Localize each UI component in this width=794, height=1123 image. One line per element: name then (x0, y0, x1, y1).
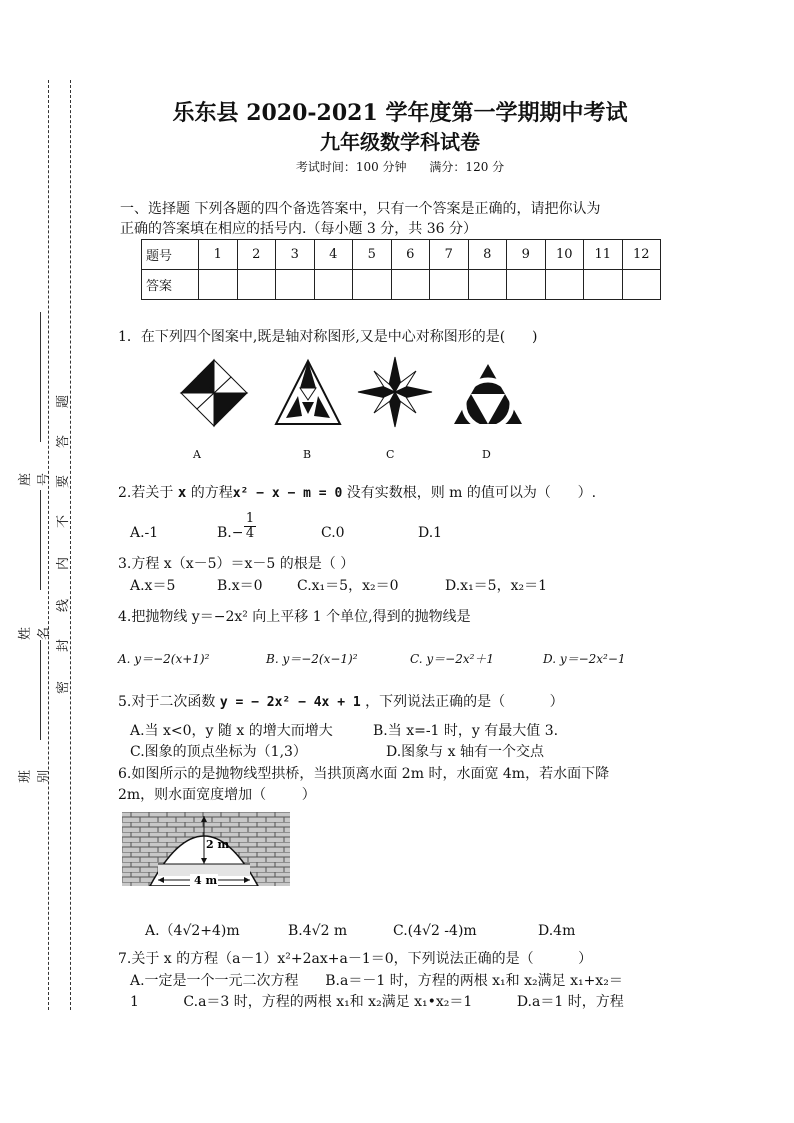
table-answer-label: 答案 (142, 270, 199, 300)
q5-stem (118, 693, 564, 712)
answer-cell[interactable] (507, 270, 546, 300)
q7-line1: 7.关于 x 的方程（a－1）x²+2ax+a－1＝0，下列说法正确的是（ ） (118, 951, 593, 967)
triangles-figure-d (449, 362, 527, 430)
q2-option-a: A.-1 (130, 525, 159, 541)
page-subtitle: 九年级数学科试卷 (320, 130, 480, 154)
seal-char: 要 (56, 474, 72, 489)
q5-option-c: C.图象的顶点坐标为（1,3） (130, 744, 307, 760)
answer-cell[interactable] (199, 270, 238, 300)
q7-line2: A.一定是一个一元二次方程 B.a＝－1 时，方程的两根 x₁和 x₂满足 x₁+x₂＝ (130, 973, 623, 989)
question-number-cell: 4 (314, 240, 353, 270)
answer-cell[interactable] (391, 270, 430, 300)
option-label: C (386, 448, 395, 461)
q3-option-c: C.x₁＝5，x₂＝0 (297, 578, 399, 594)
answer-cell[interactable] (314, 270, 353, 300)
seal-char: 题 (56, 394, 72, 409)
q5-option-b: B.当 x=-1 时，y 有最大值 3. (373, 723, 559, 739)
q7-line3: 1 C.a＝3 时，方程的两根 x₁和 x₂满足 x₁•x₂＝1 D.a＝1 时，方程 (130, 994, 624, 1010)
q5-equation: y = − 2x² − 4x + 1 (219, 695, 361, 710)
q4-option-b: B. y＝−2(x−1)² (266, 652, 358, 666)
answer-cell[interactable] (430, 270, 469, 300)
question-number-cell: 8 (468, 240, 507, 270)
question-number-cell: 2 (237, 240, 276, 270)
page-title: 乐东县 2020-2021 学年度第一学期期中考试 (172, 100, 628, 126)
name-underline (40, 490, 41, 590)
answer-table (141, 239, 661, 300)
q4-option-d: D. y＝−2x²−1 (543, 652, 626, 666)
q2-mid: 的方程 (186, 485, 233, 501)
table-row (142, 270, 661, 300)
seal-char: 不 (56, 514, 72, 529)
q2-variable: x (177, 485, 187, 501)
q6-option-d: D.4m (538, 923, 576, 939)
answer-cell[interactable] (584, 270, 623, 300)
fraction-denominator: 4 (245, 526, 255, 541)
question-number-cell: 7 (430, 240, 469, 270)
class-underline (40, 640, 41, 740)
answer-cell[interactable] (353, 270, 392, 300)
q4-option-c: C. y＝−2x²＋1 (410, 652, 495, 666)
seal-char: 内 (56, 556, 72, 571)
q4-option-a: A. y＝−2(x+1)² (118, 652, 210, 666)
question-number-cell: 1 (199, 240, 238, 270)
seat-label: 座号 (18, 472, 52, 486)
q5-option-d: D.图象与 x 轴有一个交点 (386, 744, 544, 760)
q2-stem (118, 484, 596, 503)
fraction-numerator: 1 (245, 511, 255, 526)
answer-cell[interactable] (237, 270, 276, 300)
q3-text: 3.方程 x（x－5）＝x－5 的根是（ ） (118, 556, 355, 572)
name-label: 姓名 (18, 626, 52, 640)
outer-dashed-line (48, 80, 49, 1010)
question-number-cell: 5 (353, 240, 392, 270)
triangle-figure-b (272, 358, 344, 428)
question-number-cell: 10 (545, 240, 584, 270)
table-header-label: 题号 (142, 240, 199, 270)
q2-equation: x² − x − m = 0 (232, 486, 343, 501)
section-intro-line2: 正确的答案填在相应的括号内.（每小题 3 分，共 36 分） (120, 221, 477, 237)
seal-char: 封 (56, 638, 72, 653)
q1-text: 1．在下列四个图案中,既是轴对称图形,又是中心对称图形的是( ) (118, 329, 538, 345)
q2-option-d: D.1 (418, 525, 443, 541)
q2-option-b-prefix: B.− (217, 525, 244, 541)
q2-option-b (217, 524, 243, 542)
seal-char: 线 (56, 598, 72, 613)
answer-cell[interactable] (276, 270, 315, 300)
q6-option-c: C.(4√2 -4)m (393, 923, 477, 939)
q2-post: 没有实数根，则 m 的值可以为（ ）. (342, 485, 597, 501)
q5-option-a: A.当 x<0，y 随 x 的增大而增大 (130, 723, 333, 739)
q4-text: 4.把抛物线 y＝−2x² 向上平移 1 个单位,得到的抛物线是 (118, 609, 471, 625)
question-number-cell: 11 (584, 240, 623, 270)
class-label: 班别 (18, 769, 52, 783)
q5-pre: 5.对于二次函数 (118, 694, 220, 710)
q2-option-c: C.0 (321, 525, 345, 541)
q6-option-b: B.4√2 m (288, 923, 348, 939)
height-label: 2 m (206, 838, 230, 851)
option-label: B (303, 448, 312, 461)
question-number-cell: 9 (507, 240, 546, 270)
option-label: D (482, 448, 491, 461)
question-number-cell: 3 (276, 240, 315, 270)
question-number-cell: 12 (622, 240, 661, 270)
star-figure-c (356, 355, 434, 429)
q3-option-d: D.x₁＝5，x₂＝1 (445, 578, 548, 594)
seat-underline (40, 312, 41, 442)
q3-option-b: B.x＝0 (217, 578, 263, 594)
table-row (142, 240, 661, 270)
q6-line1: 6.如图所示的是抛物线型拱桥，当拱顶离水面 2m 时，水面宽 4m，若水面下降 (118, 766, 610, 782)
section-intro-line1: 一、选择题 下列各题的四个备选答案中，只有一个答案是正确的，请把你认为 (120, 201, 601, 217)
exam-info: 考试时间：100 分钟 满分：120 分 (295, 160, 505, 174)
answer-cell[interactable] (622, 270, 661, 300)
seal-char: 密 (56, 680, 72, 695)
arch-bridge-figure (122, 812, 290, 886)
seal-char: 答 (56, 434, 72, 449)
question-number-cell: 6 (391, 240, 430, 270)
answer-cell[interactable] (545, 270, 584, 300)
pinwheel-figure-a (168, 358, 260, 428)
option-label: A (193, 448, 201, 461)
q2-fraction (244, 512, 256, 541)
answer-cell[interactable] (468, 270, 507, 300)
q6-line2: 2m，则水面宽度增加（ ） (118, 787, 316, 803)
q3-option-a: A.x＝5 (130, 578, 176, 594)
q6-option-a: A.（4√2+4)m (145, 923, 240, 939)
q5-post: ，下列说法正确的是（ ） (360, 694, 564, 710)
width-label: 4 m (194, 874, 218, 886)
q2-pre: 2.若关于 (118, 485, 178, 501)
inner-dashed-line (70, 80, 71, 1010)
